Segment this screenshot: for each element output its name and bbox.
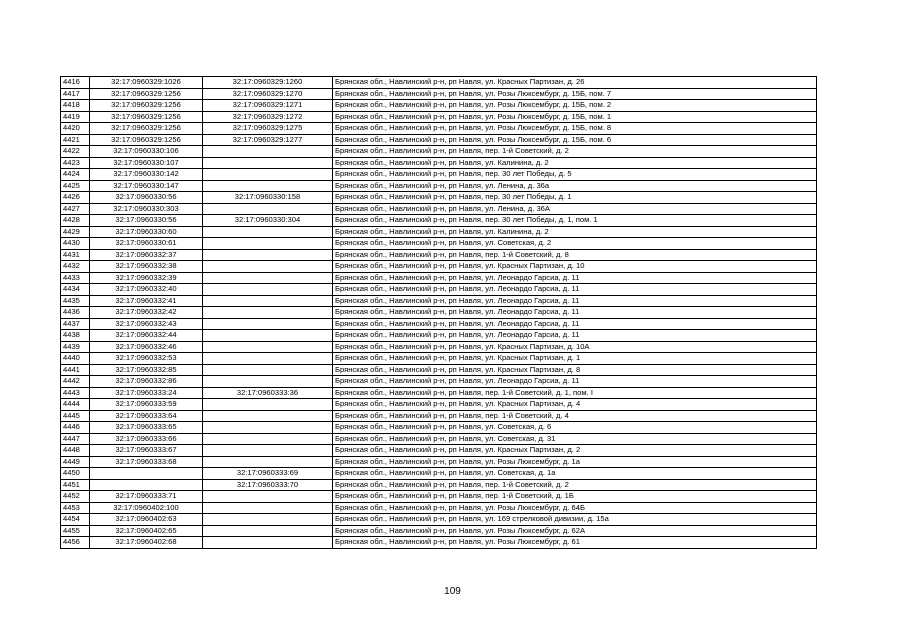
cadastral-number-cell: 32:17:0960332:39 [90,272,203,284]
parent-cadastral-number-cell [203,284,333,296]
address-cell: Брянская обл., Навлинский р-н, рп Навля, ул. Красных Партизан, д. 10 [333,261,817,273]
registry-table-body [61,77,817,549]
table-row [61,284,817,296]
address-cell: Брянская обл., Навлинский р-н, рп Навля, ул. Красных Партизан, д. 2 [333,445,817,457]
table-row [61,111,817,123]
row-number-cell: 4418 [61,100,90,112]
row-number-cell: 4425 [61,180,90,192]
parent-cadastral-number-cell [203,422,333,434]
address-cell: Брянская обл., Навлинский р-н, рп Навля, ул. Советская, д. 2 [333,238,817,250]
address-cell: Брянская обл., Навлинский р-н, рп Навля, пер. 30 лет Победы, д. 5 [333,169,817,181]
cadastral-number-cell: 32:17:0960330:56 [90,215,203,227]
table-row [61,295,817,307]
table-row [61,192,817,204]
registry-table [60,76,817,549]
address-cell: Брянская обл., Навлинский р-н, рп Навля, ул. Розы Люксембург, д. 62А [333,525,817,537]
address-cell: Брянская обл., Навлинский р-н, рп Навля, пер. 1-й Советский, д. 1, пом. I [333,387,817,399]
parent-cadastral-number-cell [203,525,333,537]
table-row [61,134,817,146]
parent-cadastral-number-cell [203,272,333,284]
cadastral-number-cell: 32:17:0960330:147 [90,180,203,192]
row-number-cell: 4447 [61,433,90,445]
parent-cadastral-number-cell [203,456,333,468]
parent-cadastral-number-cell: 32:17:0960329:1277 [203,134,333,146]
cadastral-number-cell: 32:17:0960333:65 [90,422,203,434]
address-cell: Брянская обл., Навлинский р-н, рп Навля, ул. Леонардо Гарсиа, д. 11 [333,307,817,319]
table-row [61,261,817,273]
cadastral-number-cell: 32:17:0960332:43 [90,318,203,330]
address-cell: Брянская обл., Навлинский р-н, рп Навля, пер. 1-й Советский, д. 4 [333,410,817,422]
address-cell: Брянская обл., Навлинский р-н, рп Навля, ул. Советская, д. 1а [333,468,817,480]
parent-cadastral-number-cell: 32:17:0960333:70 [203,479,333,491]
row-number-cell: 4432 [61,261,90,273]
address-cell: Брянская обл., Навлинский р-н, рп Навля, ул. Розы Люксембург, д. 61 [333,537,817,549]
row-number-cell: 4441 [61,364,90,376]
row-number-cell: 4445 [61,410,90,422]
cadastral-number-cell: 32:17:0960332:85 [90,364,203,376]
address-cell: Брянская обл., Навлинский р-н, рп Навля, ул. Леонардо Гарсиа, д. 11 [333,272,817,284]
address-cell: Брянская обл., Навлинский р-н, рп Навля, пер. 1-й Советский, д. 1Б [333,491,817,503]
parent-cadastral-number-cell [203,410,333,422]
parent-cadastral-number-cell: 32:17:0960329:1272 [203,111,333,123]
table-row [61,100,817,112]
cadastral-number-cell [90,468,203,480]
cadastral-number-cell: 32:17:0960332:40 [90,284,203,296]
cadastral-number-cell: 32:17:0960333:24 [90,387,203,399]
table-row [61,77,817,89]
table-row [61,238,817,250]
parent-cadastral-number-cell [203,399,333,411]
row-number-cell: 4437 [61,318,90,330]
address-cell: Брянская обл., Навлинский р-н, рп Навля, пер. 30 лет Победы, д. 1, пом. 1 [333,215,817,227]
page-number: 109 [444,586,461,597]
cadastral-number-cell: 32:17:0960402:100 [90,502,203,514]
address-cell: Брянская обл., Навлинский р-н, рп Навля, ул. Леонардо Гарсиа, д. 11 [333,330,817,342]
row-number-cell: 4448 [61,445,90,457]
row-number-cell: 4434 [61,284,90,296]
parent-cadastral-number-cell [203,445,333,457]
cadastral-number-cell: 32:17:0960329:1026 [90,77,203,89]
cadastral-number-cell: 32:17:0960333:59 [90,399,203,411]
cadastral-number-cell: 32:17:0960332:41 [90,295,203,307]
row-number-cell: 4429 [61,226,90,238]
parent-cadastral-number-cell: 32:17:0960329:1270 [203,88,333,100]
address-cell: Брянская обл., Навлинский р-н, рп Навля, ул. Леонардо Гарсиа, д. 11 [333,318,817,330]
table-row [61,226,817,238]
table-row [61,491,817,503]
cadastral-number-cell: 32:17:0960333:67 [90,445,203,457]
parent-cadastral-number-cell [203,261,333,273]
parent-cadastral-number-cell: 32:17:0960333:69 [203,468,333,480]
address-cell: Брянская обл., Навлинский р-н, рп Навля, ул. Розы Люксембург, д. 1а [333,456,817,468]
parent-cadastral-number-cell [203,169,333,181]
cadastral-number-cell: 32:17:0960330:106 [90,146,203,158]
table-row [61,353,817,365]
cadastral-number-cell: 32:17:0960333:64 [90,410,203,422]
cadastral-number-cell: 32:17:0960330:56 [90,192,203,204]
table-row [61,180,817,192]
address-cell: Брянская обл., Навлинский р-н, рп Навля, ул. Красных Партизан, д. 8 [333,364,817,376]
cadastral-number-cell: 32:17:0960402:68 [90,537,203,549]
table-row [61,387,817,399]
row-number-cell: 4436 [61,307,90,319]
table-row [61,433,817,445]
address-cell: Брянская обл., Навлинский р-н, рп Навля, ул. Ленина, д. 36А [333,203,817,215]
cadastral-number-cell: 32:17:0960329:1256 [90,134,203,146]
parent-cadastral-number-cell [203,249,333,261]
table-row [61,468,817,480]
cadastral-number-cell: 32:17:0960330:60 [90,226,203,238]
row-number-cell: 4420 [61,123,90,135]
parent-cadastral-number-cell: 32:17:0960329:1271 [203,100,333,112]
address-cell: Брянская обл., Навлинский р-н, рп Навля, ул. Розы Люксембург, д. 15Б, пом. 7 [333,88,817,100]
parent-cadastral-number-cell [203,146,333,158]
row-number-cell: 4452 [61,491,90,503]
parent-cadastral-number-cell [203,307,333,319]
table-row [61,215,817,227]
table-row [61,249,817,261]
parent-cadastral-number-cell [203,433,333,445]
cadastral-number-cell: 32:17:0960330:303 [90,203,203,215]
address-cell: Брянская обл., Навлинский р-н, рп Навля, пер. 30 лет Победы, д. 1 [333,192,817,204]
cadastral-number-cell: 32:17:0960333:71 [90,491,203,503]
parent-cadastral-number-cell [203,514,333,526]
row-number-cell: 4439 [61,341,90,353]
address-cell: Брянская обл., Навлинский р-н, рп Навля, пер. 1-й Советский, д. 8 [333,249,817,261]
address-cell: Брянская обл., Навлинский р-н, рп Навля, ул. Советская, д. 6 [333,422,817,434]
parent-cadastral-number-cell: 32:17:0960329:1275 [203,123,333,135]
row-number-cell: 4440 [61,353,90,365]
table-row [61,318,817,330]
row-number-cell: 4423 [61,157,90,169]
cadastral-number-cell: 32:17:0960402:63 [90,514,203,526]
cadastral-number-cell: 32:17:0960333:66 [90,433,203,445]
parent-cadastral-number-cell: 32:17:0960329:1260 [203,77,333,89]
table-row [61,272,817,284]
parent-cadastral-number-cell [203,491,333,503]
cadastral-number-cell: 32:17:0960332:86 [90,376,203,388]
address-cell: Брянская обл., Навлинский р-н, рп Навля, ул. 169 стрелковой дивизии, д. 15а [333,514,817,526]
table-row [61,203,817,215]
cadastral-number-cell: 32:17:0960330:107 [90,157,203,169]
cadastral-number-cell: 32:17:0960332:42 [90,307,203,319]
row-number-cell: 4422 [61,146,90,158]
address-cell: Брянская обл., Навлинский р-н, рп Навля, ул. Красных Партизан, д. 26 [333,77,817,89]
table-row [61,479,817,491]
cadastral-number-cell: 32:17:0960332:37 [90,249,203,261]
cadastral-number-cell: 32:17:0960330:61 [90,238,203,250]
table-row [61,445,817,457]
address-cell: Брянская обл., Навлинский р-н, рп Навля, ул. Леонардо Гарсиа, д. 11 [333,295,817,307]
cadastral-number-cell: 32:17:0960402:65 [90,525,203,537]
address-cell: Брянская обл., Навлинский р-н, рп Навля, ул. Розы Люксембург, д. 64Б [333,502,817,514]
address-cell: Брянская обл., Навлинский р-н, рп Навля, ул. Советская, д. 31 [333,433,817,445]
row-number-cell: 4424 [61,169,90,181]
parent-cadastral-number-cell [203,180,333,192]
cadastral-number-cell: 32:17:0960333:68 [90,456,203,468]
parent-cadastral-number-cell [203,330,333,342]
row-number-cell: 4421 [61,134,90,146]
address-cell: Брянская обл., Навлинский р-н, рп Навля, ул. Калинина, д. 2 [333,157,817,169]
address-cell: Брянская обл., Навлинский р-н, рп Навля, ул. Калинина, д. 2 [333,226,817,238]
row-number-cell: 4443 [61,387,90,399]
cadastral-number-cell: 32:17:0960330:142 [90,169,203,181]
row-number-cell: 4456 [61,537,90,549]
table-row [61,364,817,376]
parent-cadastral-number-cell: 32:17:0960330:158 [203,192,333,204]
row-number-cell: 4435 [61,295,90,307]
table-row [61,330,817,342]
address-cell: Брянская обл., Навлинский р-н, рп Навля, пер. 1-й Советский, д. 2 [333,146,817,158]
row-number-cell: 4427 [61,203,90,215]
table-row [61,123,817,135]
row-number-cell: 4417 [61,88,90,100]
address-cell: Брянская обл., Навлинский р-н, рп Навля, ул. Розы Люксембург, д. 15Б, пом. 8 [333,123,817,135]
table-row [61,376,817,388]
table-row [61,537,817,549]
parent-cadastral-number-cell: 32:17:0960333:36 [203,387,333,399]
row-number-cell: 4453 [61,502,90,514]
parent-cadastral-number-cell [203,295,333,307]
row-number-cell: 4438 [61,330,90,342]
table-row [61,502,817,514]
parent-cadastral-number-cell: 32:17:0960330:304 [203,215,333,227]
table-row [61,399,817,411]
cadastral-number-cell: 32:17:0960332:53 [90,353,203,365]
table-row [61,456,817,468]
row-number-cell: 4433 [61,272,90,284]
row-number-cell: 4419 [61,111,90,123]
parent-cadastral-number-cell [203,226,333,238]
address-cell: Брянская обл., Навлинский р-н, рп Навля, ул. Красных Партизан, д. 1 [333,353,817,365]
address-cell: Брянская обл., Навлинский р-н, рп Навля, ул. Леонардо Гарсиа, д. 11 [333,376,817,388]
address-cell: Брянская обл., Навлинский р-н, рп Навля, ул. Розы Люксембург, д. 15Б, пом. 6 [333,134,817,146]
address-cell: Брянская обл., Навлинский р-н, рп Навля, ул. Розы Люксембург, д. 15Б, пом. 1 [333,111,817,123]
row-number-cell: 4442 [61,376,90,388]
address-cell: Брянская обл., Навлинский р-н, рп Навля, ул. Леонардо Гарсиа, д. 11 [333,284,817,296]
cadastral-number-cell: 32:17:0960329:1256 [90,123,203,135]
table-row [61,525,817,537]
row-number-cell: 4454 [61,514,90,526]
address-cell: Брянская обл., Навлинский р-н, рп Навля, ул. Красных Партизан, д. 4 [333,399,817,411]
parent-cadastral-number-cell [203,341,333,353]
cadastral-number-cell: 32:17:0960332:46 [90,341,203,353]
parent-cadastral-number-cell [203,376,333,388]
parent-cadastral-number-cell [203,203,333,215]
table-row [61,341,817,353]
parent-cadastral-number-cell [203,364,333,376]
cadastral-number-cell: 32:17:0960329:1256 [90,111,203,123]
parent-cadastral-number-cell [203,353,333,365]
cadastral-number-cell [90,479,203,491]
table-row [61,157,817,169]
table-row [61,146,817,158]
cadastral-number-cell: 32:17:0960332:38 [90,261,203,273]
address-cell: Брянская обл., Навлинский р-н, рп Навля, пер. 1-й Советский, д. 2 [333,479,817,491]
parent-cadastral-number-cell [203,318,333,330]
table-row [61,514,817,526]
address-cell: Брянская обл., Навлинский р-н, рп Навля, ул. Розы Люксембург, д. 15Б, пом. 2 [333,100,817,112]
cadastral-number-cell: 32:17:0960329:1256 [90,88,203,100]
row-number-cell: 4451 [61,479,90,491]
row-number-cell: 4450 [61,468,90,480]
cadastral-number-cell: 32:17:0960332:44 [90,330,203,342]
address-cell: Брянская обл., Навлинский р-н, рп Навля, ул. Красных Партизан, д. 10А [333,341,817,353]
address-cell: Брянская обл., Навлинский р-н, рп Навля, ул. Ленина, д. 36а [333,180,817,192]
row-number-cell: 4431 [61,249,90,261]
table-row [61,307,817,319]
row-number-cell: 4428 [61,215,90,227]
row-number-cell: 4455 [61,525,90,537]
parent-cadastral-number-cell [203,157,333,169]
row-number-cell: 4444 [61,399,90,411]
row-number-cell: 4446 [61,422,90,434]
row-number-cell: 4430 [61,238,90,250]
cadastral-number-cell: 32:17:0960329:1256 [90,100,203,112]
table-row [61,422,817,434]
parent-cadastral-number-cell [203,502,333,514]
table-row [61,410,817,422]
parent-cadastral-number-cell [203,238,333,250]
table-row [61,169,817,181]
row-number-cell: 4449 [61,456,90,468]
row-number-cell: 4426 [61,192,90,204]
table-row [61,88,817,100]
parent-cadastral-number-cell [203,537,333,549]
row-number-cell: 4416 [61,77,90,89]
